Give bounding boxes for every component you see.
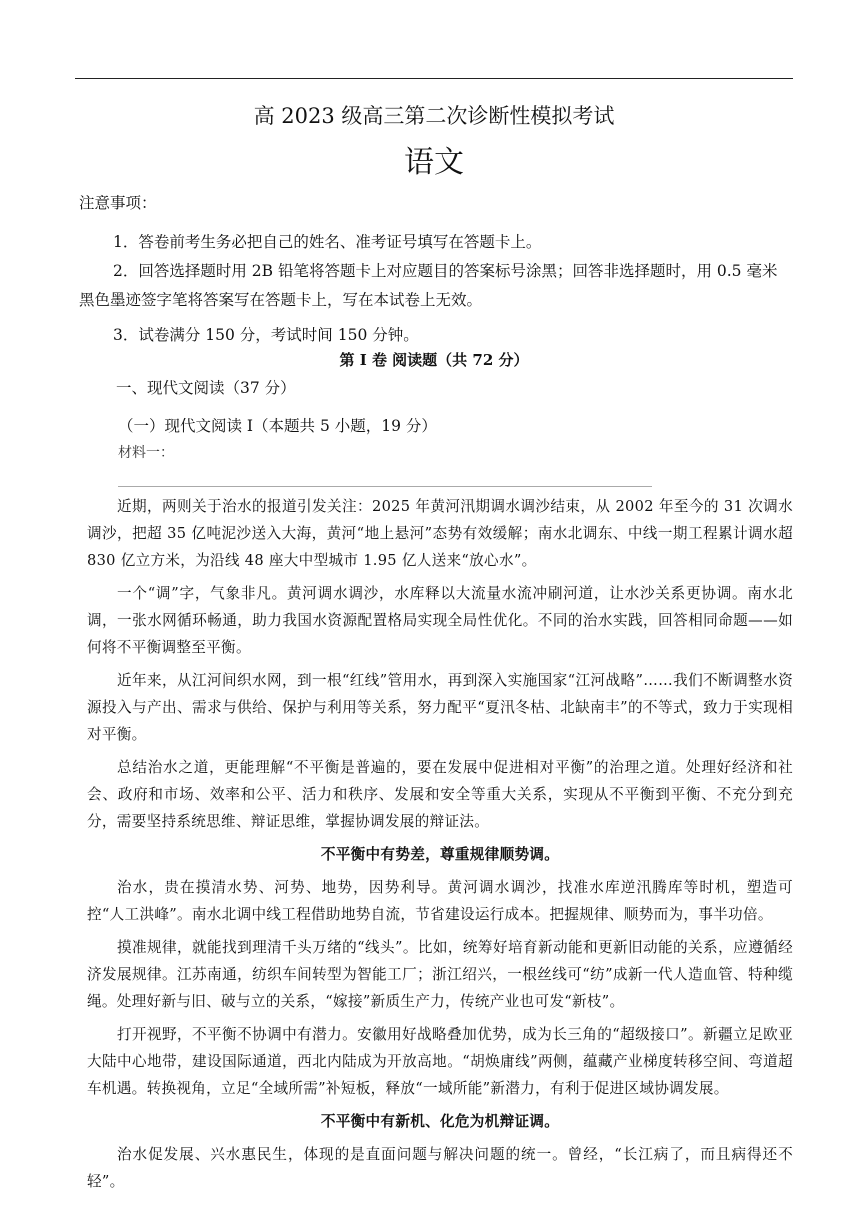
article-body (87, 493, 793, 1201)
article-subheading: 不平衡中有新机、化危为机辩证调。 (320, 1113, 560, 1130)
article-paragraph: 治水，贵在摸清水势、河势、地势，因势利导。黄河调水调沙，找准水库逆汛腾库等时机，塑造可控“人工洪峰”。南水北调中线工程借助地势自流，节省建设运行成本。把握规律、顺势而为，事半功倍。 (87, 879, 793, 923)
article-paragraph: 近年来，从江河间织水网，到一根“红线”管用水，再到深入实施国家“江河战略”……我们不断调整水资源投入与产出、需求与供给、保护与利用等关系，努力配平“夏汛冬枯、北缺南丰”的不等式，致力于实现相对平衡。 (87, 672, 793, 743)
article-paragraph: 打开视野，不平衡不协调中有潜力。安徽用好战略叠加优势，成为长三角的“超级接口”。新疆立足欧亚大陆中心地带，建设国际通道，西北内陆成为开放高地。“胡焕庸线”两侧，蕴藏产业梯度转移空间、弯道超车机遇。转换视角，立足“全域所需”补短板，释放“一域所能”新潜力，有利于促进区域协调发展。 (87, 1026, 793, 1097)
notice-item-2: 2．回答选择题时用 2B 铅笔将答题卡上对应题目的答案标号涂黑；回答非选择题时，用 0.5 毫米黑色墨迹签字笔将答案写在答题卡上，写在本试卷上无效。 (79, 262, 778, 309)
article-paragraph: 摸准规律，就能找到理清千头万绪的“线头”。比如，统筹好培育新动能和更新旧动能的关系，应遵循经济发展规律。江苏南通，纺织车间转型为智能工厂；浙江绍兴，一根丝线可“纺”成新一代人造血管、特种缆绳。处理好新与旧、破与立的关系，“嫁接”新质生产力，传统产业也可发“新枝”。 (87, 939, 793, 1010)
part-heading: 第 I 卷 阅读题（共 72 分） (339, 351, 529, 369)
header-rule (75, 78, 793, 79)
exam-title: 高 2023 级高三第二次诊断性模拟考试 (253, 104, 615, 128)
article-paragraph: 治水促发展、兴水惠民生，体现的是直面问题与解决问题的统一。曾经，“长江病了，而且病得还不轻”。 (87, 1146, 793, 1190)
material-label: 材料一： (118, 445, 174, 461)
subject-title: 语文 (404, 145, 464, 180)
material-rule (118, 486, 652, 487)
article-paragraph: 一个“调”字，气象非凡。黄河调水调沙，水库释以大流量水流冲刷河道，让水沙关系更协调。南水北调，一张水网循环畅通，助力我国水资源配置格局实现全局性优化。不同的治水实践，回答相同命题——如何将不平衡调整至平衡。 (87, 585, 793, 656)
section-heading: 一、现代文阅读（37 分） (116, 379, 296, 397)
article-paragraph: 近期，两则关于治水的报道引发关注：2025 年黄河汛期调水调沙结束，从 2002 年至今的 31 次调水调沙，把超 35 亿吨泥沙送入大海，黄河“地上悬河”态势有效缓解；南水北调东、中线一期工程累计调水超 830 亿立方米，为沿线 48 座大中型城市 1.95 亿人送来“放心水”。 (87, 498, 793, 569)
article-subheading: 不平衡中有势差，尊重规律顺势调。 (320, 846, 560, 863)
notice-heading: 注意事项： (79, 194, 157, 212)
article-paragraph: 总结治水之道，更能理解“不平衡是普遍的，要在发展中促进相对平衡”的治理之道。处理好经济和社会、政府和市场、效率和公平、活力和秩序、发展和安全等重大关系，实现从不平衡到平衡、不充分到充分，需要坚持系统思维、辩证思维，掌握协调发展的辩证法。 (87, 759, 793, 830)
notice-item-3: 3．试卷满分 150 分，考试时间 150 分钟。 (113, 326, 419, 344)
subsection-heading: （一）现代文阅读 I（本题共 5 小题，19 分） (118, 417, 437, 435)
notice-item-1: 1．答卷前考生务必把自己的姓名、准考证号填写在答题卡上。 (113, 233, 542, 251)
